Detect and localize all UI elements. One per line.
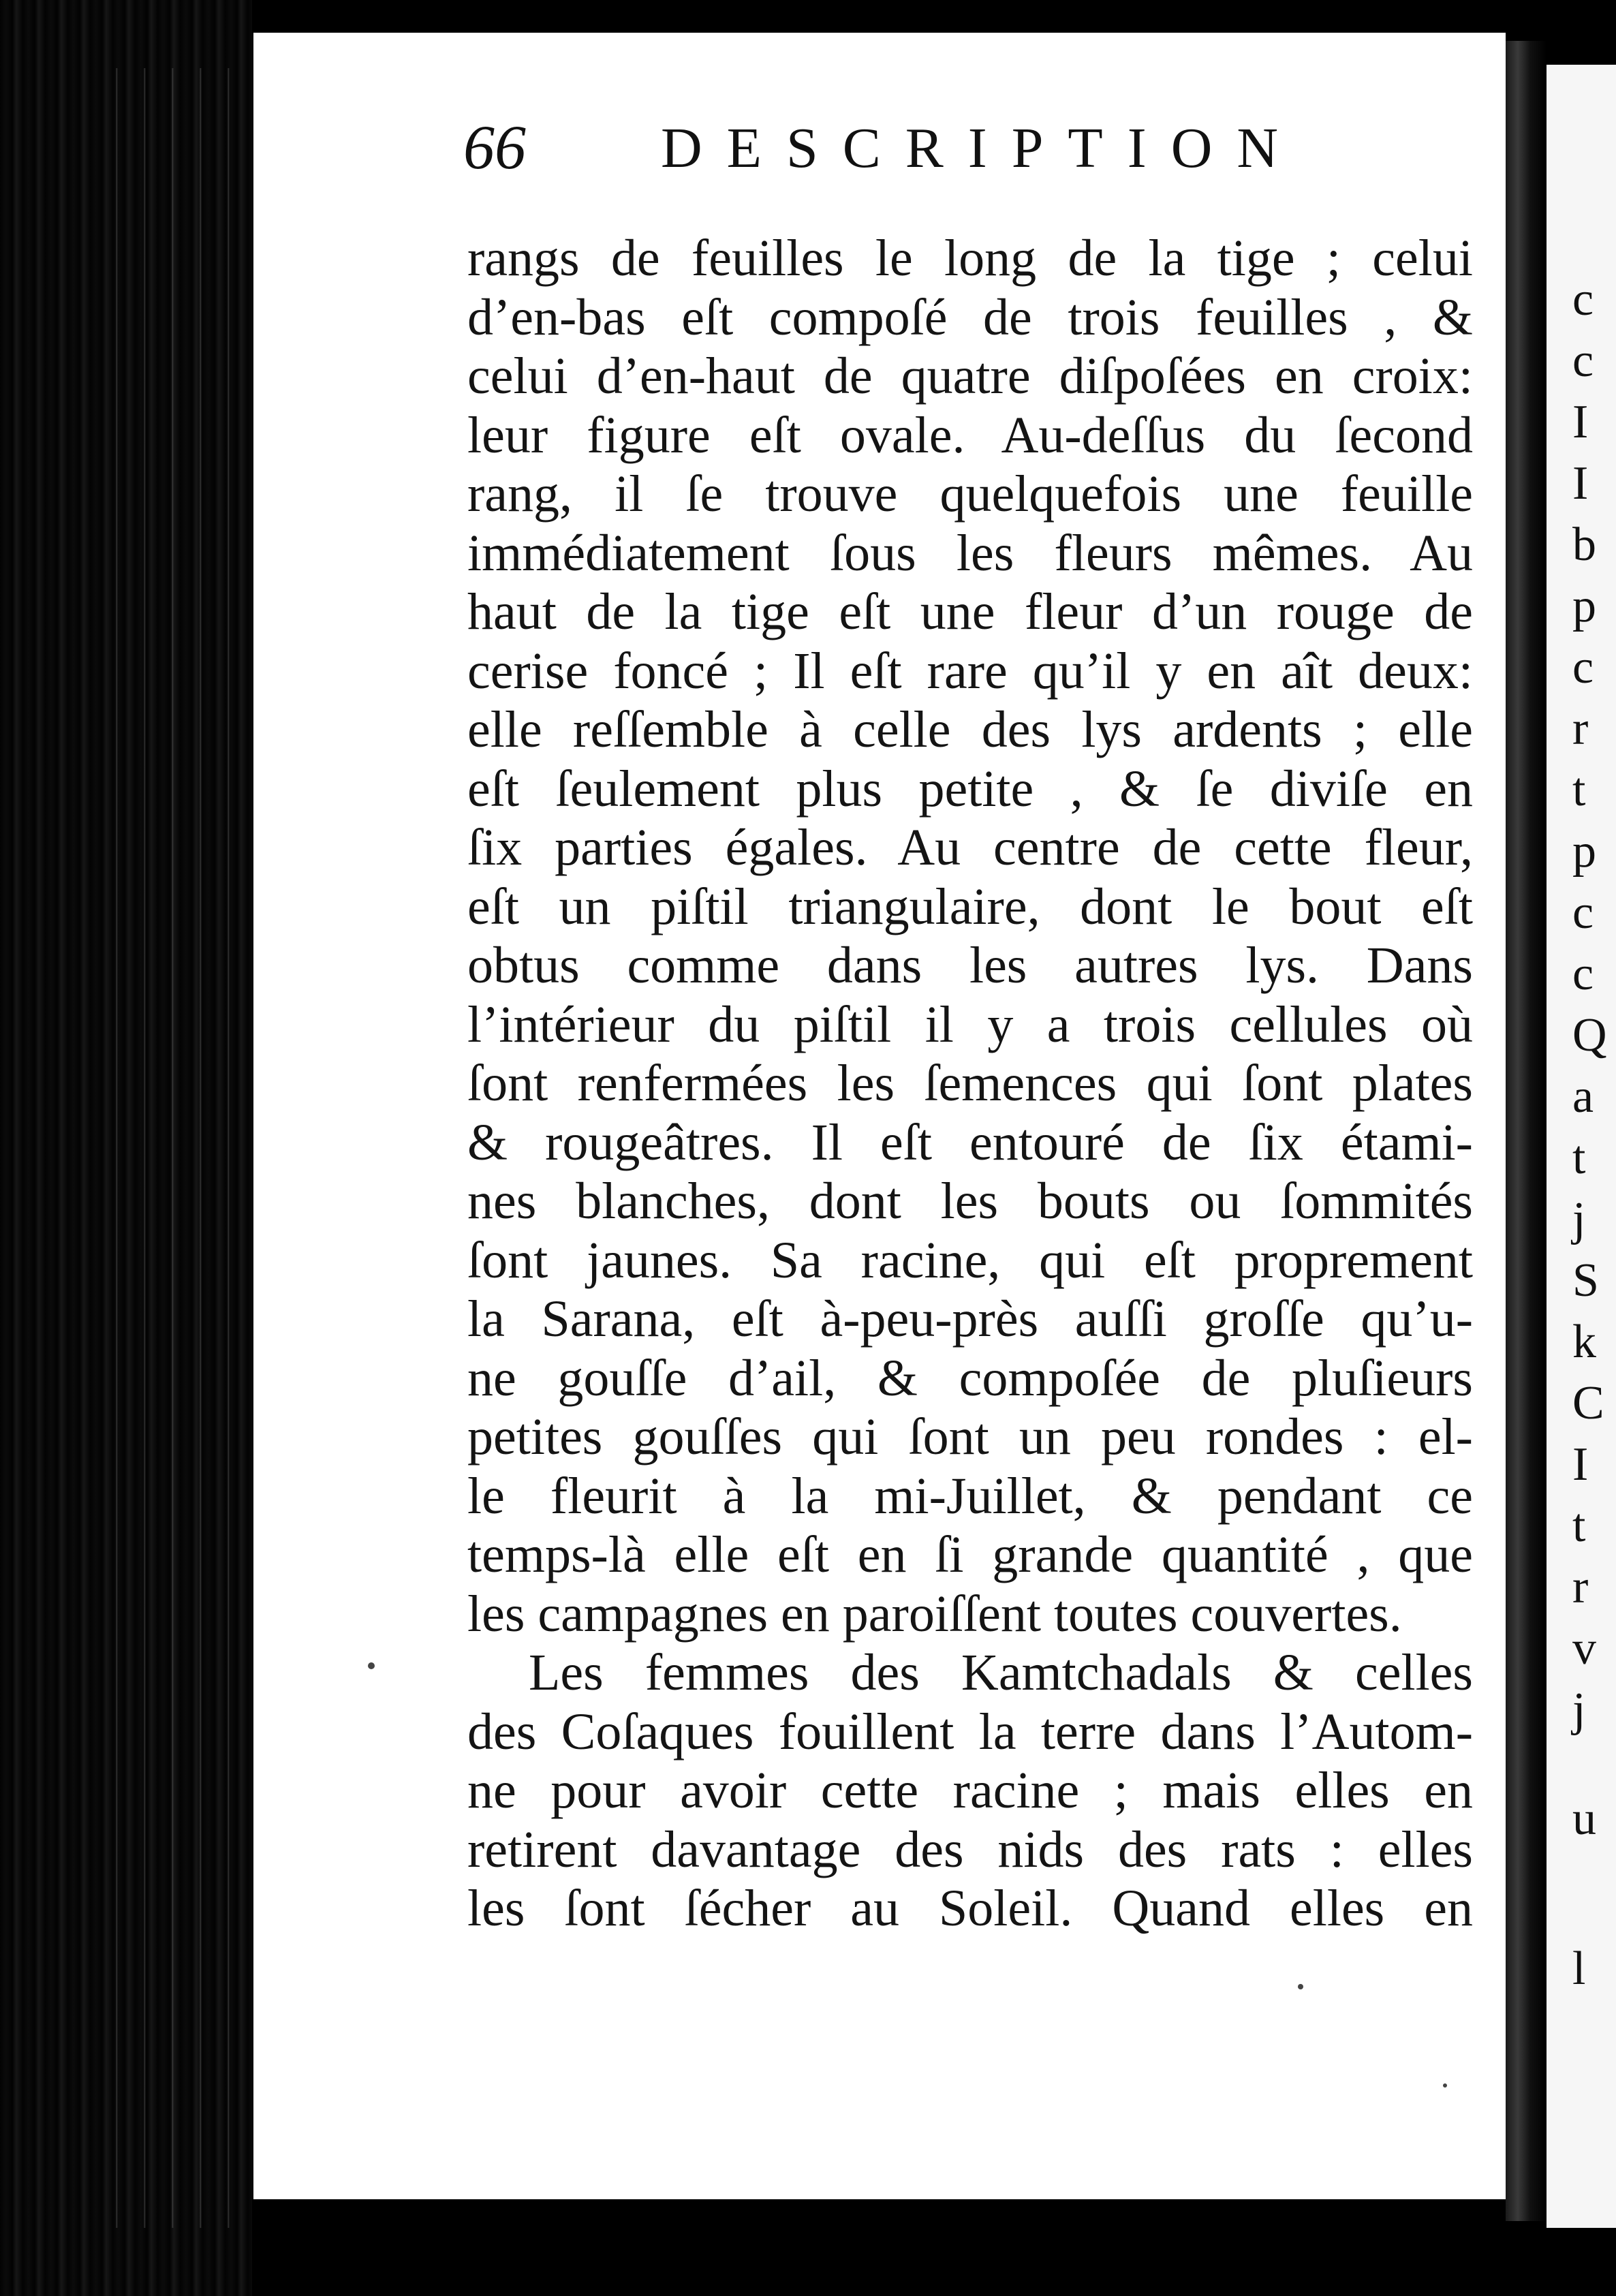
text-line: temps-là elle eſt en ſi grande quantité , que bbox=[467, 1526, 1473, 1583]
facing-char: b bbox=[1572, 518, 1596, 571]
text-line: cerise foncé ; Il eſt rare qu’il y en aît deux: bbox=[467, 642, 1473, 700]
text-line: les campagnes en paroiſſent toutes couvertes. bbox=[467, 1585, 1402, 1643]
facing-char: a bbox=[1572, 1070, 1594, 1123]
facing-char: I bbox=[1572, 457, 1589, 510]
facing-char: S bbox=[1572, 1254, 1599, 1307]
facing-char: c bbox=[1572, 948, 1594, 1000]
text-line: retirent davantage des nids des rats : elles bbox=[467, 1820, 1473, 1878]
text-line: ne pour avoir cette racine ; mais elles en bbox=[467, 1762, 1473, 1819]
text-line: celui d’en-haut de quatre diſpoſées en croix: bbox=[467, 347, 1473, 405]
text-line: le fleurit à la mi-Juillet, & pendant ce bbox=[467, 1467, 1473, 1525]
facing-char: p bbox=[1572, 825, 1596, 878]
text-line: immédiatement ſous les fleurs mêmes. Au bbox=[467, 524, 1473, 582]
text-line: ne gouſſe d’ail, & compoſée de pluſieurs bbox=[467, 1349, 1473, 1407]
text-line: d’en-bas eſt compoſé de trois feuilles , & bbox=[467, 288, 1473, 346]
text-line: obtus comme dans les autres lys. Dans bbox=[467, 937, 1473, 994]
paragraph-start-line: Les femmes des Kamtchadals & celles bbox=[529, 1644, 1473, 1701]
text-line: petites gouſſes qui ſont un peu rondes : el- bbox=[467, 1408, 1473, 1465]
text-line: leur figure eſt ovale. Au-deſſus du ſecond bbox=[467, 406, 1473, 464]
facing-char: k bbox=[1572, 1316, 1596, 1368]
text-line: la Sarana, eſt à-peu-près auſſi groſſe qu’u- bbox=[467, 1290, 1473, 1348]
text-line: elle reſſemble à celle des lys ardents ; elle bbox=[467, 701, 1473, 758]
facing-char: l bbox=[1572, 1942, 1586, 1995]
page-edges bbox=[102, 68, 245, 2228]
facing-char: j bbox=[1572, 1684, 1586, 1736]
text-line: eſt un piſtil triangulaire, dont le bout eſt bbox=[467, 878, 1473, 935]
ink-speck bbox=[1443, 2083, 1447, 2088]
running-title: DESCRIPTION bbox=[661, 117, 1303, 180]
text-line: l’intérieur du piſtil il y a trois cellules où bbox=[467, 995, 1473, 1053]
text-line: eſt ſeulement plus petite , & ſe diviſe en bbox=[467, 760, 1473, 818]
facing-char: r bbox=[1572, 702, 1589, 755]
text-line: rang, il ſe trouve quelquefois une feuille bbox=[467, 465, 1473, 523]
facing-char: t bbox=[1572, 764, 1586, 816]
ink-speck bbox=[368, 1662, 375, 1669]
facing-char: v bbox=[1572, 1622, 1596, 1675]
facing-char: j bbox=[1572, 1193, 1586, 1245]
text-line: les ſont ſécher au Soleil. Quand elles en bbox=[467, 1880, 1473, 1937]
facing-char: I bbox=[1572, 396, 1589, 448]
body-text bbox=[467, 229, 1473, 1938]
facing-char: t bbox=[1572, 1500, 1586, 1552]
page-number: 66 bbox=[463, 112, 526, 182]
text-line: des Coſaques fouillent la terre dans l’Autom- bbox=[467, 1703, 1473, 1760]
running-head bbox=[463, 112, 1303, 191]
facing-char: r bbox=[1572, 1561, 1589, 1613]
facing-char: Q bbox=[1572, 1009, 1607, 1061]
text-line: rangs de feuilles le long de la tige ; celui bbox=[467, 230, 1473, 287]
text-line: ſont jaunes. Sa racine, qui eſt proprement bbox=[467, 1231, 1473, 1289]
facing-char: c bbox=[1572, 335, 1594, 387]
text-line: & rougeâtres. Il eſt entouré de ſix étami- bbox=[467, 1113, 1473, 1171]
book-spine bbox=[1506, 41, 1547, 2221]
facing-char: t bbox=[1572, 1132, 1586, 1184]
facing-char: c bbox=[1572, 273, 1594, 326]
facing-char: C bbox=[1572, 1377, 1604, 1429]
text-line: nes blanches, dont les bouts ou ſommités bbox=[467, 1173, 1473, 1230]
text-line: haut de la tige eſt une fleur d’un rouge de bbox=[467, 583, 1473, 640]
book-edge-left bbox=[0, 0, 252, 2296]
text-line: ſix parties égales. Au centre de cette fleur, bbox=[467, 819, 1473, 876]
ink-speck bbox=[1298, 1984, 1303, 1989]
text-line: ſont renfermées les ſemences qui ſont plates bbox=[467, 1055, 1473, 1112]
facing-char: c bbox=[1572, 886, 1594, 939]
facing-char: I bbox=[1572, 1438, 1589, 1491]
facing-char: p bbox=[1572, 580, 1596, 632]
facing-page bbox=[1547, 65, 1616, 2228]
facing-char: u bbox=[1572, 1793, 1596, 1845]
facing-char: c bbox=[1572, 641, 1594, 694]
